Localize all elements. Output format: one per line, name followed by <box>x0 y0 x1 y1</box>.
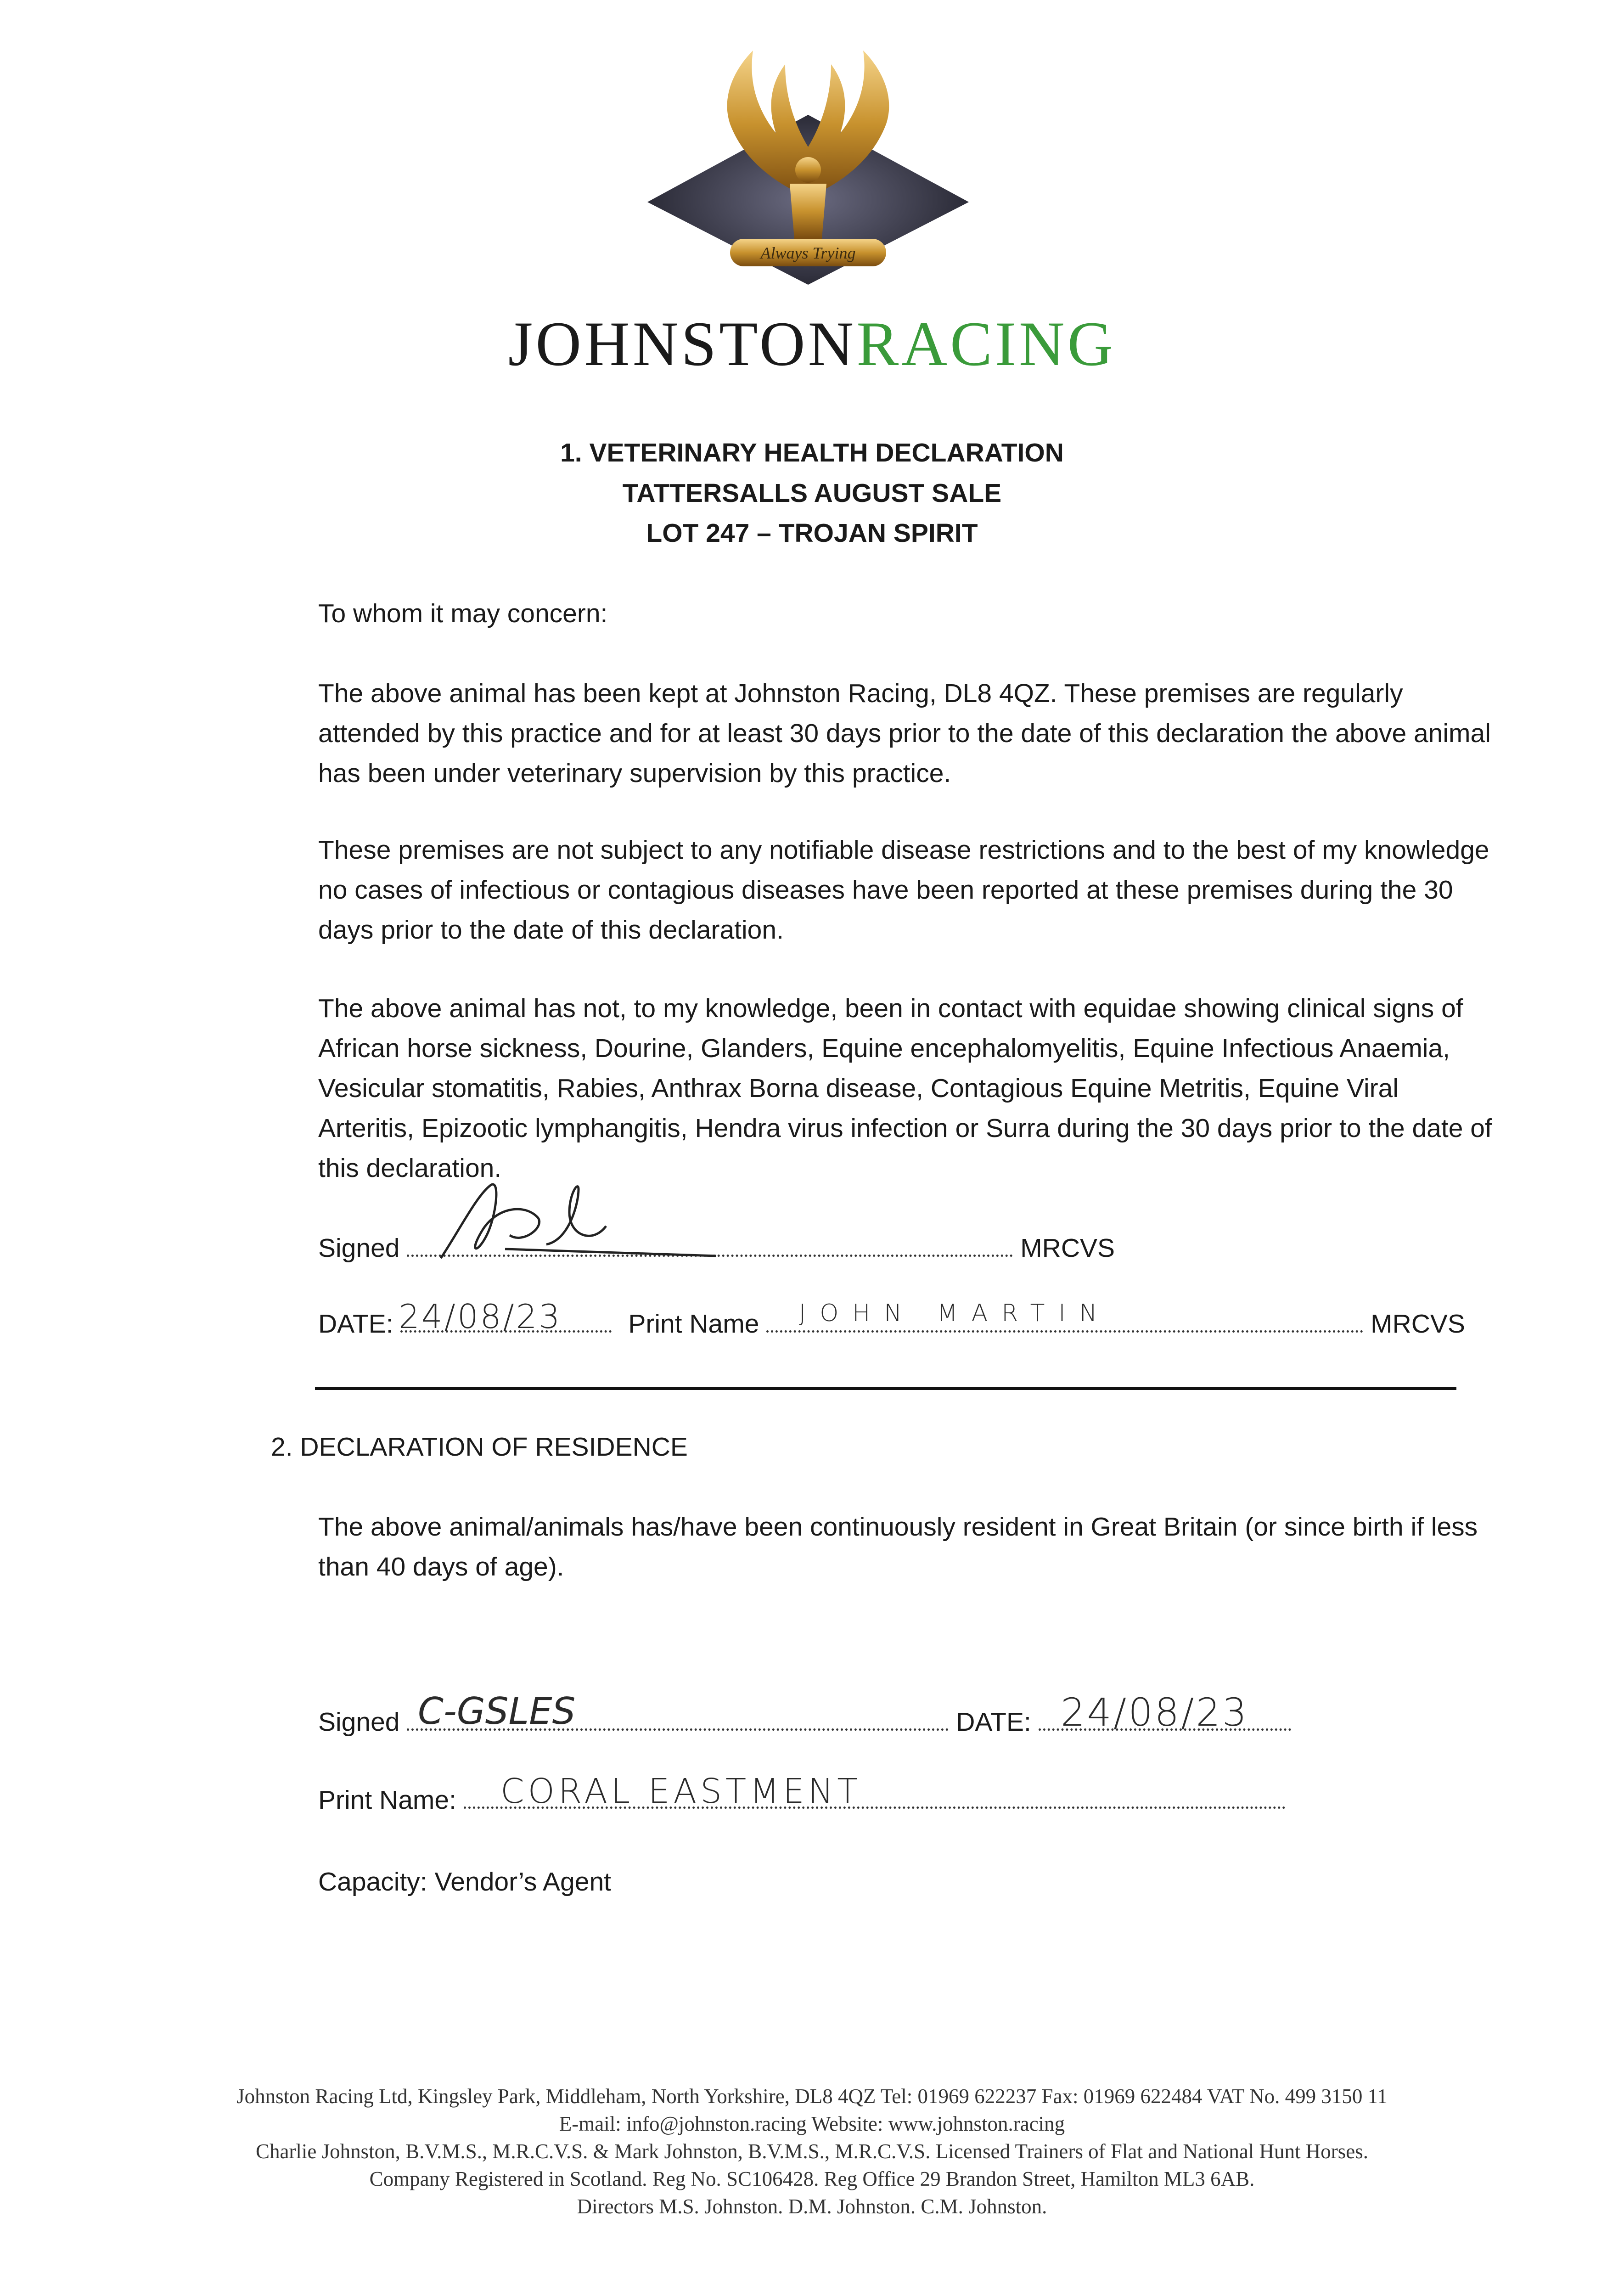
section-divider <box>315 1387 1456 1390</box>
print-name-label: Print Name <box>628 1309 759 1339</box>
lot-heading: LOT 247 – TROJAN SPIRIT <box>646 518 978 548</box>
agent-signed-label: Signed <box>318 1707 400 1737</box>
mrcvs-label-2: MRCVS <box>1371 1309 1465 1339</box>
logo-motto: Always Trying <box>760 244 856 262</box>
paragraph-restrictions: These premises are not subject to any notifiable disease restrictions and to the best of my knowledge no cases of infectious or contagious diseases have been reported at these premises during the 30 days prior to the date of this declaration. <box>318 835 1489 945</box>
residence-heading: 2. DECLARATION OF RESIDENCE <box>271 1432 688 1462</box>
brand-johnston: JOHNSTON <box>508 309 857 379</box>
agent-print-name-label: Print Name: <box>318 1785 456 1815</box>
date-label: DATE: <box>318 1309 393 1339</box>
mrcvs-label: MRCVS <box>1020 1233 1115 1263</box>
vet-print-name-handwritten: JOHN MARTIN <box>799 1300 1111 1327</box>
vet-date-handwritten: 24/08/23 <box>399 1297 562 1336</box>
section1-heading: 1. VETERINARY HEALTH DECLARATION <box>560 438 1064 467</box>
sale-heading: TATTERSALLS AUGUST SALE <box>622 478 1002 508</box>
footer-contact: E-mail: info@johnston.racing Website: www.johnston.racing <box>559 2112 1065 2135</box>
agent-date-handwritten: 24/08/23 <box>1061 1690 1249 1735</box>
residence-paragraph: The above animal/animals has/have been continuously resident in Great Britain (or since birth if less than 40 days of age). <box>318 1512 1478 1581</box>
footer-registration: Company Registered in Scotland. Reg No. SC106428. Reg Office 29 Brandon Street, Hamilton ML3 6AB. <box>369 2167 1255 2190</box>
footer-address: Johnston Racing Ltd, Kingsley Park, Middleham, North Yorkshire, DL8 4QZ Tel: 01969 622237 Fax: 01969 622484 VAT No. 499 3150 11 <box>236 2085 1388 2108</box>
capacity-text: Capacity: Vendor’s Agent <box>318 1867 611 1896</box>
company-logo <box>638 46 978 285</box>
brand-racing: RACING <box>856 309 1116 379</box>
footer-directors: Directors M.S. Johnston. D.M. Johnston. C.M. Johnston. <box>577 2195 1047 2218</box>
salutation: To whom it may concern: <box>318 599 608 628</box>
agent-signature-handwritten: C-GSLES <box>418 1690 576 1733</box>
paragraph-premises: The above animal has been kept at Johnston Racing, DL8 4QZ. These premises are regularly attended by this practice and for at least 30 days prior to the date of this declaration the above animal has been under veterinary supervision by this practice. <box>318 679 1491 788</box>
vet-signature-icon <box>432 1176 744 1267</box>
agent-date-label: DATE: <box>956 1707 1031 1737</box>
signed-label: Signed <box>318 1233 400 1263</box>
paragraph-contact: The above animal has not, to my knowledge, been in contact with equidae showing clinical signs of African horse sickness, Dourine, Glanders, Equine encephalomyelitis, Equine Infectious Anaemia, Vesicular stomatitis, Rabies, Anthrax Borna disease, Contagious Equine Metritis, Equine Viral Arteritis, Epizootic lymphangitis, Hendra virus infection or Surra during the 30 days prior to the date of this declaration. <box>318 994 1492 1183</box>
footer-trainers: Charlie Johnston, B.V.M.S., M.R.C.V.S. & Mark Johnston, B.V.M.S., M.R.C.V.S. Licensed Trainers of Flat and National Hunt Horses. <box>255 2140 1369 2163</box>
brand-wordmark <box>459 309 1165 379</box>
agent-print-name-handwritten: CORAL EASTMENT <box>500 1772 862 1811</box>
